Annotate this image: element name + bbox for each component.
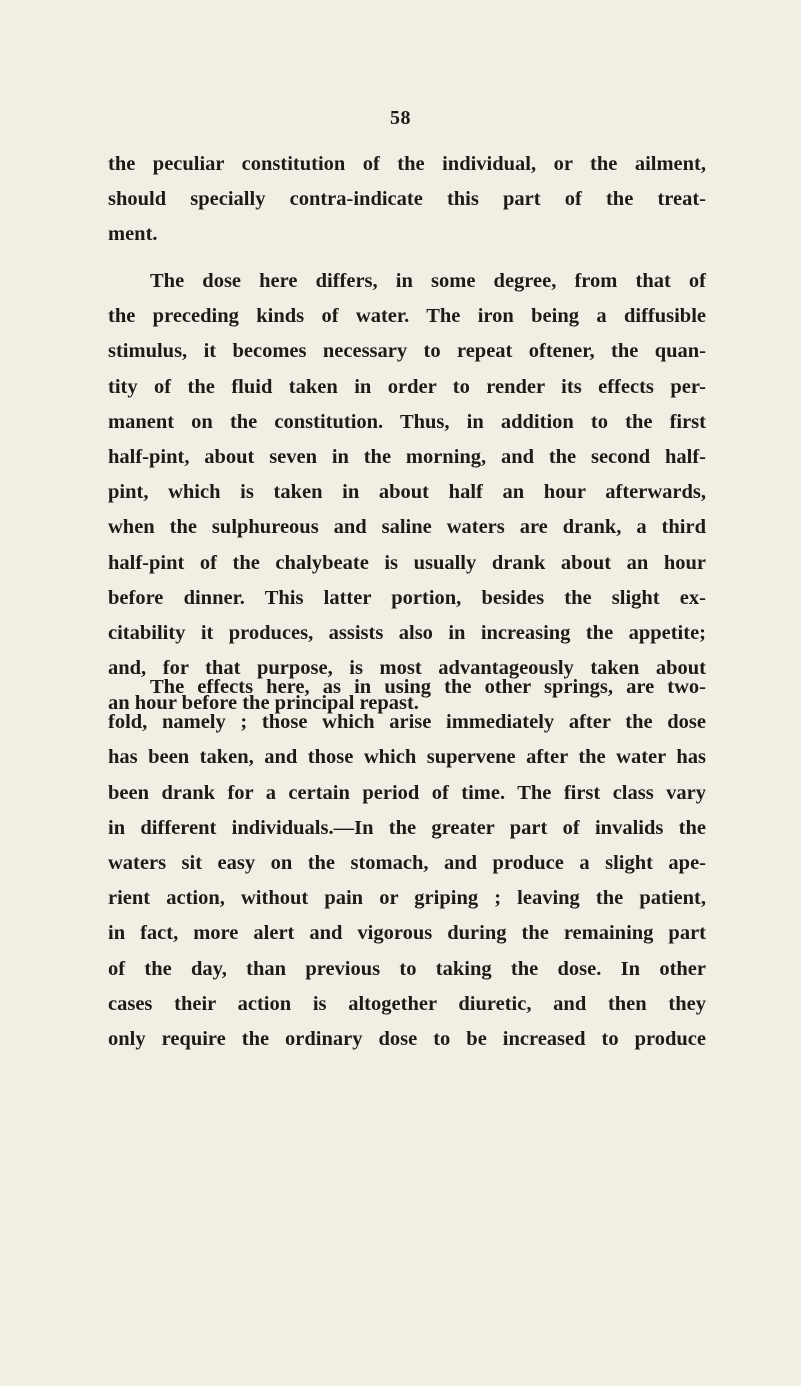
- text-line: half-pint, about seven in the morning, and the second half-: [108, 445, 706, 468]
- text-line: when the sulphureous and saline waters are drank, a third: [108, 516, 706, 539]
- text-line: has been taken, and those which supervene after the water has: [108, 746, 706, 769]
- text-line: fold, namely ; those which arise immediately after the dose: [108, 711, 706, 734]
- text-line: rient action, without pain or griping ; leaving the patient,: [108, 887, 706, 910]
- text-line: should specially contra-indicate this part of the treat-: [108, 188, 706, 211]
- text-line: cases their action is altogether diuretic, and then they: [108, 992, 706, 1015]
- text-line: tity of the fluid taken in order to render its effects per-: [108, 375, 706, 398]
- text-line: in fact, more alert and vigorous during the remaining part: [108, 922, 706, 945]
- text-line: half-pint of the chalybeate is usually drank about an hour: [108, 551, 706, 574]
- text-line: stimulus, it becomes necessary to repeat oftener, the quan-: [108, 340, 706, 363]
- text-line: in different individuals.—In the greater part of invalids the: [108, 816, 706, 839]
- text-line: ment.: [108, 223, 158, 246]
- text-line: manent on the constitution. Thus, in addition to the first: [108, 410, 706, 433]
- text-line: before dinner. This latter portion, besides the slight ex-: [108, 586, 706, 609]
- text-line: pint, which is taken in about half an hour afterwards,: [108, 481, 706, 504]
- text-line: and, for that purpose, is most advantageously taken about: [108, 657, 706, 680]
- text-line: waters sit easy on the stomach, and produce a slight ape-: [108, 851, 706, 874]
- text-line: the peculiar constitution of the individual, or the ailment,: [108, 153, 706, 175]
- text-line: of the day, than previous to taking the dose. In other: [108, 957, 706, 980]
- text-line: The dose here differs, in some degree, from that of: [150, 270, 706, 292]
- text-line: an hour before the principal repast.: [108, 692, 419, 715]
- paragraph-1: [108, 147, 706, 253]
- paragraph-3: [108, 670, 706, 1057]
- paragraph-2: [108, 264, 706, 721]
- text-line: citability it produces, assists also in increasing the appetite;: [108, 621, 706, 644]
- text-line: the preceding kinds of water. The iron being a diffusible: [108, 305, 706, 328]
- text-line: been drank for a certain period of time. The first class vary: [108, 781, 706, 804]
- page-number: 58: [390, 107, 411, 129]
- text-line: only require the ordinary dose to be increased to produce: [108, 1027, 706, 1050]
- text-line: The effects here, as in using the other springs, are two-: [150, 676, 706, 698]
